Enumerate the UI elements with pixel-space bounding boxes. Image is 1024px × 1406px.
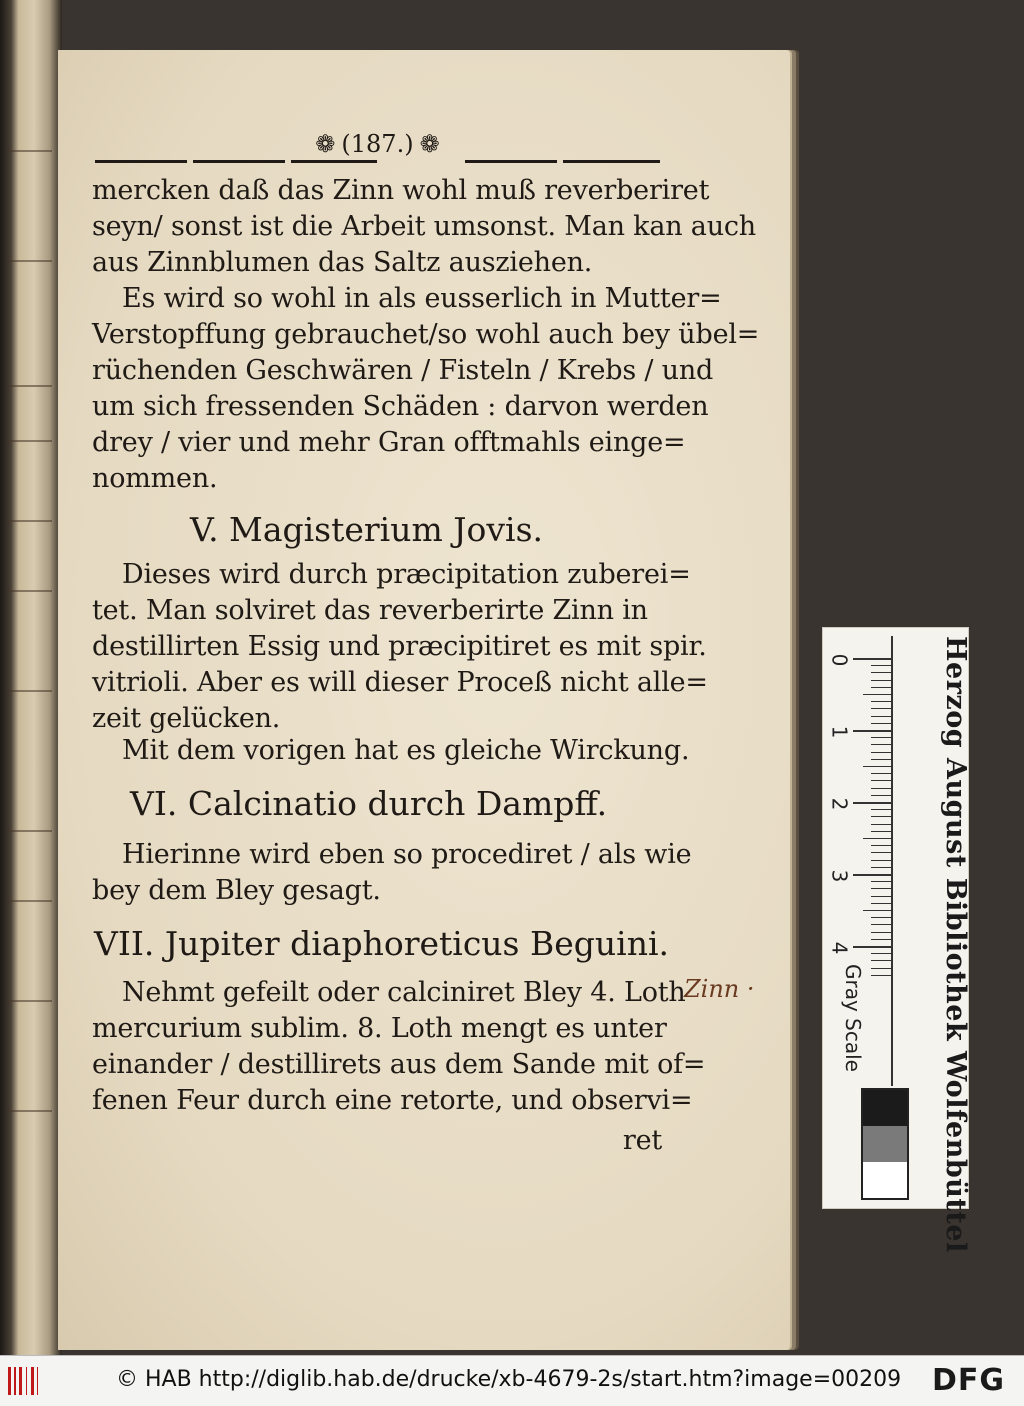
institution-label: Herzog August Bibliothek Wolfenbüttel [940,636,971,1253]
text-line: Nehmt gefeilt oder calciniret Bley 4. Loth [122,977,686,1008]
ruler-tick [863,910,891,911]
barcode-bar [37,1367,38,1395]
ruler-tick [871,716,891,717]
ruler-tick [871,672,891,673]
ruler-tick [871,665,891,666]
text-line: drey / vier und mehr Gran offtmahls einge= [92,427,686,458]
section-heading: VII. Jupiter diaphoreticus Beguini. [94,924,669,963]
ruler-tick [853,658,891,660]
barcode-icon [8,1367,48,1395]
gray-scale-label: Gray Scale [841,964,865,1072]
ruler-tick [871,759,891,760]
ruler-tick [871,881,891,882]
ruler-tick [863,694,891,695]
ruler-tick [853,946,891,948]
ruler-tick [871,788,891,789]
section-heading: V. Magisterium Jovis. [190,510,543,549]
color-scale-card [822,627,971,1253]
ruler-tick [863,838,891,839]
text-line: Verstopffung gebrauchet/so wohl auch bey übel= [92,319,760,350]
ruler-tick [871,780,891,781]
ruler-tick [871,752,891,753]
ruler-tick [871,816,891,817]
text-line: aus Zinnblumen das Saltz ausziehen. [92,247,593,278]
text-line: vitrioli. Aber es will dieser Proceß nicht alle= [92,667,708,698]
ruler-tick [871,708,891,709]
ruler-tick [871,960,891,961]
ruler-number: 2 [827,797,852,811]
text-line: Dieses wird durch præcipitation zuberei= [122,559,691,590]
barcode-bar [14,1367,16,1395]
text-line: Hierinne wird eben so procediret / als wie [122,839,692,870]
ruler-number: 1 [827,725,852,739]
ruler-tick [871,953,891,954]
credit-bar [0,1355,1024,1406]
ruler-tick [871,831,891,832]
text-line: tet. Man solviret das reverberirte Zinn in [92,595,648,626]
ruler-tick [871,924,891,925]
ruler-tick [853,802,891,804]
text-line: fenen Feur durch eine retorte, und observi= [92,1085,693,1116]
ruler-tick [871,867,891,868]
barcode-bar [19,1367,22,1395]
text-line: zeit gelücken. [92,703,281,734]
ruler-tick [871,852,891,853]
text-line: Mit dem vorigen hat es gleiche Wirckung. [122,735,690,766]
ruler-tick [863,766,891,767]
barcode-bar [8,1367,11,1395]
text-line: rüchenden Geschwären / Fisteln / Krebs / und [92,355,714,386]
ruler-tick [871,701,891,702]
barcode-bar [31,1367,34,1395]
ruler-tick [871,860,891,861]
ruler-number: 4 [827,941,852,955]
dfg-logo: DFG [932,1363,1006,1398]
section-heading: VI. Calcinatio durch Dampff. [130,784,608,823]
ruler-tick [871,975,891,976]
text-line: Es wird so wohl in als eusserlich in Mutter= [122,283,722,314]
ruler-tick [871,845,891,846]
ruler-tick [871,687,891,688]
ornament-icon: ❁ [315,130,336,158]
credit-text[interactable]: © HAB http://diglib.hab.de/drucke/xb-4679-2s/start.htm?image=00209 [116,1367,902,1392]
ruler-tick [871,824,891,825]
book-spine [0,0,62,1355]
ruler-tick [871,809,891,810]
text-line: mercurium sublim. 8. Loth mengt es unter [92,1013,667,1044]
page-number: (187.) [341,130,414,158]
barcode-bar [26,1367,27,1395]
ruler-tick [871,903,891,904]
ornament-icon: ❁ [419,130,440,158]
ruler-tick [853,874,891,876]
ruler-tick [871,932,891,933]
ruler-tick [871,680,891,681]
ruler-tick [871,888,891,889]
ruler-tick [871,744,891,745]
ruler-tick [871,968,891,969]
text-line: bey dem Bley gesagt. [92,875,381,906]
ruler-tick [871,896,891,897]
text-line: einander / destillirets aus dem Sande mit of= [92,1049,706,1080]
ruler-tick [853,730,891,732]
text-line: mercken daß das Zinn wohl muß reverberiret [92,175,710,206]
ruler-number: 3 [827,869,852,883]
handwritten-margin-note: Zinn · [684,975,755,1003]
catchword: ret [622,1125,662,1156]
book-page [58,50,790,1350]
text-line: destillirten Essig und præcipitiret es mit spir. [92,631,707,662]
ruler-tick [871,917,891,918]
ruler-number: 0 [827,653,852,667]
ruler-tick [871,939,891,940]
ruler-tick [871,773,891,774]
ruler-tick [871,795,891,796]
text-line: um sich fressenden Schäden : darvon werden [92,391,709,422]
text-line: nommen. [92,463,218,494]
text-line: seyn/ sonst ist die Arbeit umsonst. Man kan auch [92,211,756,242]
ruler-tick [871,723,891,724]
ruler-tick [871,737,891,738]
